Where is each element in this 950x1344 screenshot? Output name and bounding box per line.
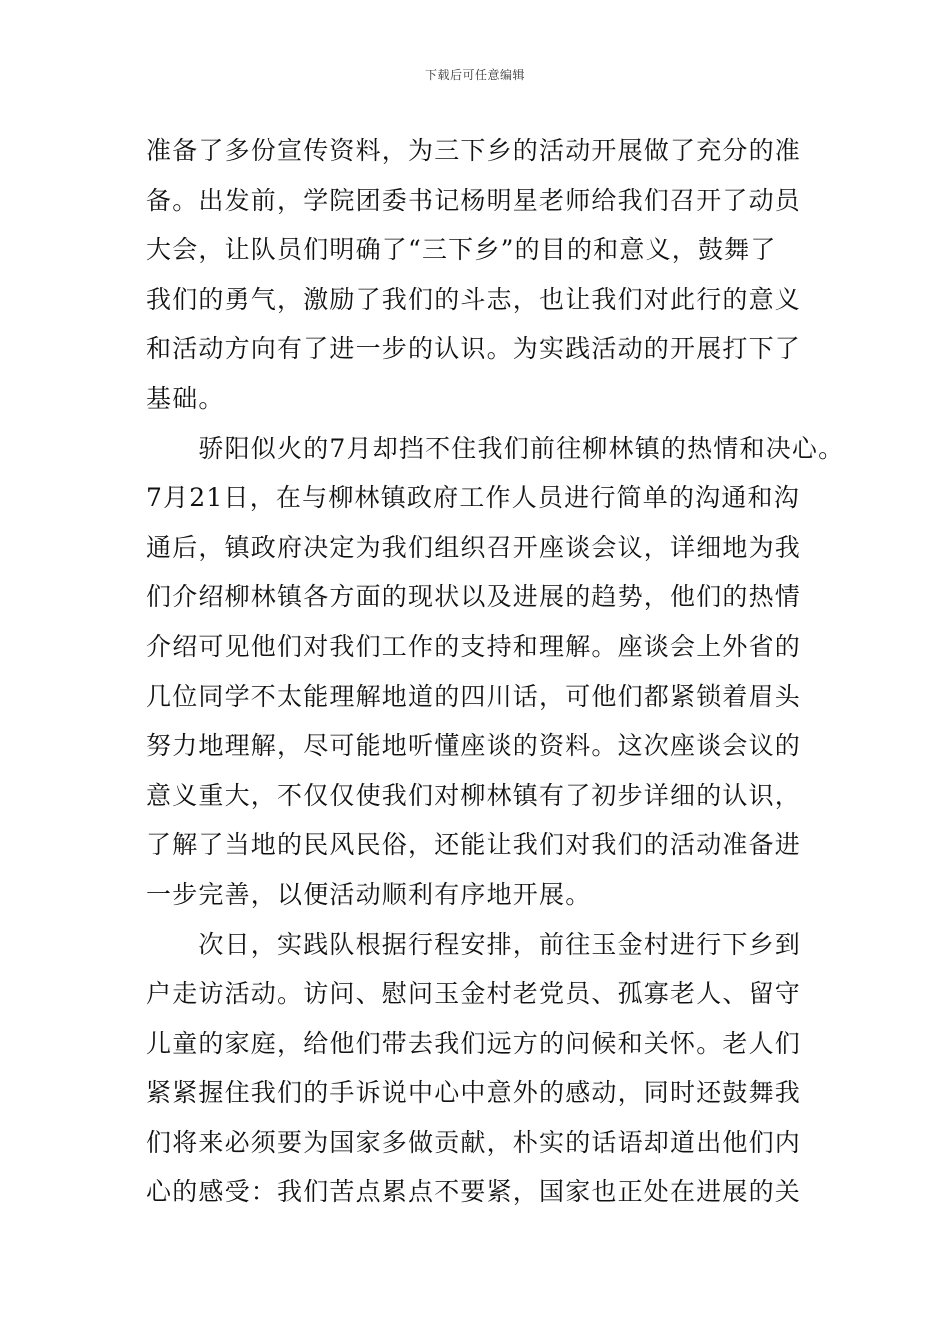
text-line: 意义重大，不仅仅使我们对柳林镇有了初步详细的认识， [146, 780, 802, 810]
text-line: 户走访活动。访问、慰问玉金村老党员、孤寡老人、留守 [146, 979, 802, 1009]
text-line: 备。出发前，学院团委书记杨明星老师给我们召开了动员 [146, 185, 802, 215]
text-line: 大会，让队员们明确了“三下乡”的目的和意义，鼓舞了 [146, 235, 777, 265]
text-line: 努力地理解，尽可能地听懂座谈的资料。这次座谈会议的 [146, 731, 802, 761]
text-line: 通后，镇政府决定为我们组织召开座谈会议，详细地为我 [146, 532, 802, 562]
text-line: 紧紧握住我们的手诉说中心中意外的感动，同时还鼓舞我 [146, 1078, 802, 1108]
text-line: 几位同学不太能理解地道的四川话，可他们都紧锁着眉头 [146, 681, 802, 711]
text-line: 介绍可见他们对我们工作的支持和理解。座谈会上外省的 [146, 631, 802, 661]
text-line: 7月21日，在与柳林镇政府工作人员进行简单的沟通和沟 [146, 483, 800, 513]
text-line: 们将来必须要为国家多做贡献，朴实的话语却道出他们内 [146, 1127, 802, 1157]
text-line: 一步完善，以便活动顺利有序地开展。 [146, 879, 592, 909]
text-line: 了解了当地的民风民俗，还能让我们对我们的活动准备进 [146, 830, 802, 860]
text-line: 儿童的家庭，给他们带去我们远方的问候和关怀。老人们 [146, 1028, 802, 1058]
text-line: 骄阳似火的7月却挡不住我们前往柳林镇的热情和决心。 [146, 433, 845, 463]
text-line: 我们的勇气，激励了我们的斗志，也让我们对此行的意义 [146, 284, 802, 314]
body-text [146, 126, 845, 1217]
text-line: 和活动方向有了进一步的认识。为实践活动的开展打下了 [146, 334, 802, 364]
text-line: 准备了多份宣传资料，为三下乡的活动开展做了充分的准 [146, 136, 802, 165]
text-line: 们介绍柳林镇各方面的现状以及进展的趋势，他们的热情 [146, 582, 802, 612]
text-line: 基础。 [146, 383, 225, 413]
text-line: 次日，实践队根据行程安排，前往玉金村进行下乡到 [146, 929, 802, 959]
header-note: 下载后可任意编辑 [424, 68, 525, 82]
text-line: 心的感受：我们苦点累点不要紧，国家也正处在进展的关 [146, 1177, 802, 1207]
